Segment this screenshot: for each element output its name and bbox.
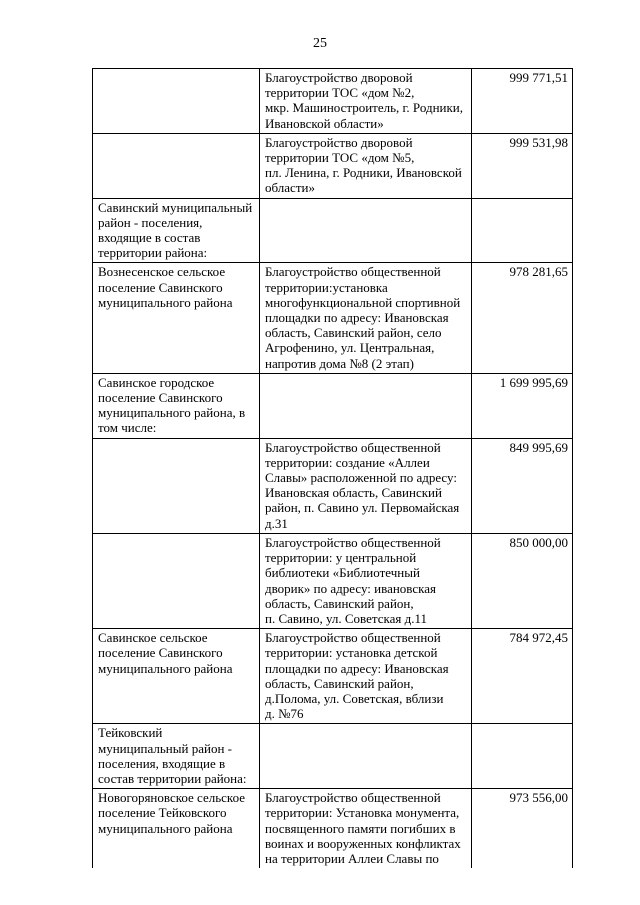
description-cell: Благоустройство дворовой территории ТОС «дом №5, пл. Ленина, г. Родники, Ивановской области» <box>260 133 472 198</box>
municipality-cell: Тейковский муниципальный район - поселения, входящие в состав территории района: <box>93 724 260 789</box>
description-cell: Благоустройство дворовой территории ТОС «дом №2, мкр. Машиностроитель, г. Родники, Ивановской области» <box>260 69 472 134</box>
description-cell: Благоустройство общественной территории: установка детской площадки по адресу: Ивановская область, Савинский район, д.Полома, ул. Советская, вблизи д. №76 <box>260 629 472 724</box>
budget-table <box>92 68 573 868</box>
amount-cell: 978 281,65 <box>472 263 573 373</box>
table-row <box>93 133 573 198</box>
municipality-cell <box>93 533 260 628</box>
municipality-cell: Савинский муниципальный район - поселения, входящие в состав территории района: <box>93 198 260 263</box>
description-cell <box>260 724 472 789</box>
amount-cell: 1 699 995,69 <box>472 373 573 438</box>
municipality-cell <box>93 438 260 533</box>
amount-cell: 973 556,00 <box>472 789 573 869</box>
municipality-cell: Савинское сельское поселение Савинского муниципального района <box>93 629 260 724</box>
table-row <box>93 438 573 533</box>
table-row <box>93 629 573 724</box>
amount-cell: 850 000,00 <box>472 533 573 628</box>
amount-cell: 999 771,51 <box>472 69 573 134</box>
table-row <box>93 724 573 789</box>
municipality-cell <box>93 69 260 134</box>
municipality-cell: Вознесенское сельское поселение Савинского муниципального района <box>93 263 260 373</box>
description-cell: Благоустройство общественной территории: Установка монумента, посвященного памяти погибших в воинах и вооруженных конфликтах на территории Аллеи Славы по <box>260 789 472 869</box>
amount-cell <box>472 724 573 789</box>
page-number: 25 <box>313 36 327 51</box>
table-row <box>93 533 573 628</box>
description-cell: Благоустройство общественной территории:установка многофункциональной спортивной площадки по адресу: Ивановская область, Савинский район, село Агрофенино, ул. Центральная, напротив дома №8 (2 этап) <box>260 263 472 373</box>
description-cell <box>260 373 472 438</box>
description-cell: Благоустройство общественной территории: у центральной библиотеки «Библиотечный дворик» по адресу: ивановская область, Савинский район, п. Савино, ул. Советская д.11 <box>260 533 472 628</box>
municipality-cell: Новогоряновское сельское поселение Тейковского муниципального района <box>93 789 260 869</box>
table-row <box>93 789 573 869</box>
table-row <box>93 198 573 263</box>
municipality-cell: Савинское городское поселение Савинского муниципального района, в том числе: <box>93 373 260 438</box>
table-row <box>93 69 573 134</box>
amount-cell: 784 972,45 <box>472 629 573 724</box>
municipality-cell <box>93 133 260 198</box>
amount-cell: 849 995,69 <box>472 438 573 533</box>
table-row <box>93 373 573 438</box>
table-row <box>93 263 573 373</box>
description-cell: Благоустройство общественной территории: создание «Аллеи Славы» расположенной по адресу: Ивановская область, Савинский район, п. Савино ул. Первомайская д.31 <box>260 438 472 533</box>
amount-cell: 999 531,98 <box>472 133 573 198</box>
description-cell <box>260 198 472 263</box>
amount-cell <box>472 198 573 263</box>
